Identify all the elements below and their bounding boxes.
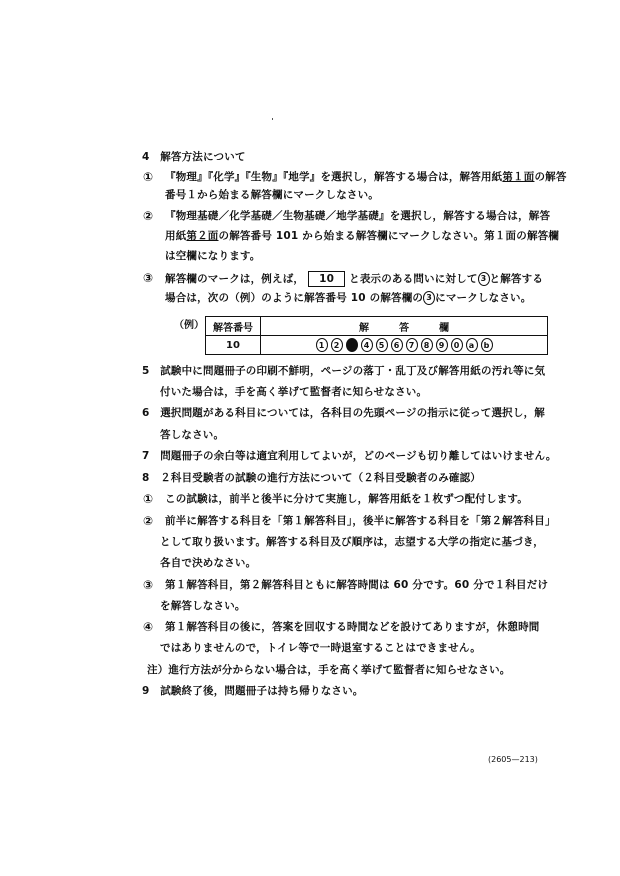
section-4-item-3-line-2: 場合は，次の（例）のように解答番号 10 の解答欄の 3 にマークしなさい。	[165, 292, 532, 304]
section-4-item-1-line-1: 『物理』『化学』『生物』『地学』を選択し，解答する場合は，解答用紙第１面の解答	[165, 171, 567, 183]
section-8-item-3-line-2: を解答しなさい。	[160, 600, 246, 612]
answer-bubble-7: 7	[406, 338, 418, 352]
section-4-item-2-line-1: 『物理基礎／化学基礎／生物基礎／地学基礎』を選択し，解答する場合は，解答	[165, 210, 551, 222]
section-4-item-2-line-2: 用紙第２面の解答番号 101 から始まる解答欄にマークしなさい。第１面の解答欄	[165, 230, 560, 242]
section-6-line-2: 答しなさい。	[160, 429, 225, 441]
circled-2-icon: ②	[143, 209, 154, 223]
answer-number-box: 10	[308, 271, 345, 287]
section-5-line-1: 5 試験中に問題冊子の印刷不鮮明，ページの落丁・乱丁及び解答用紙の汚れ等に気	[142, 365, 546, 377]
example-label: （例）	[174, 320, 204, 331]
section-7-line-1: 7 問題冊子の余白等は適宜利用してよいが，どのページも切り離してはいけません。	[142, 450, 557, 462]
section-9-line-1: 9 試験終了後，問題冊子は持ち帰りなさい。	[142, 685, 364, 697]
page-code: (2605—213)	[488, 755, 538, 764]
section-8-item-1-line-1: この試験は，前半と後半に分けて実施し，解答用紙を１枚ずつ配付します。	[165, 493, 528, 505]
section-6-line-1: 6 選択問題がある科目については，各科目の先頭ページの指示に従って選択し，解	[142, 407, 545, 419]
circled-3-icon: ③	[143, 578, 154, 592]
answer-bubble-3: 3	[346, 338, 358, 352]
circled-answer-3-icon: 3	[423, 291, 435, 305]
section-8-heading: 8 ２科目受験者の試験の進行方法について（２科目受験者のみ確認）	[142, 472, 481, 484]
answer-bubble-5: 5	[376, 338, 388, 352]
circled-1-icon: ①	[143, 170, 154, 184]
section-8-item-4-line-1: 第１解答科目の後に，答案を回収する時間などを設けてありますが，休憩時間	[165, 621, 540, 633]
section-4-item-1-line-2: 番号１から始まる解答欄にマークしなさい。	[165, 189, 379, 201]
answer-bubble-4: 4	[361, 338, 373, 352]
answer-number-cell: 10	[206, 336, 261, 355]
circled-3-icon: ③	[143, 271, 154, 285]
circled-answer-3-icon: 3	[478, 272, 490, 286]
section-4-heading: 4 解答方法について	[142, 151, 246, 163]
answer-bubble-a: a	[466, 338, 478, 352]
section-5-line-2: 付いた場合は，手を高く挙げて監督者に知らせなさい。	[160, 386, 428, 398]
circled-4-icon: ④	[143, 620, 154, 634]
answer-bubble-8: 8	[421, 338, 433, 352]
answer-area-header: 解 答 欄	[261, 317, 548, 336]
section-8-item-2-line-1: 前半に解答する科目を「第１解答科目」，後半に解答する科目を「第２解答科目」	[165, 515, 556, 527]
answer-bubble-b: b	[481, 338, 493, 352]
section-8-item-3-line-1: 第１解答科目，第２解答科目ともに解答時間は 60 分です。60 分で１科目だけ	[165, 579, 549, 591]
answer-bubble-row	[261, 338, 547, 352]
section-4-item-3-line-1: 解答欄のマークは，例えば， 10 と表示のある問いに対して 3 と解答する	[165, 273, 544, 285]
answer-bubble-6: 6	[391, 338, 403, 352]
answer-number-header: 解答番号	[206, 317, 261, 336]
section-8-item-2-line-2: として取り扱います。解答する科目及び順序は，志望する大学の指定に基づき，	[160, 536, 544, 548]
circled-1-icon: ①	[143, 492, 154, 506]
section-8-item-2-line-3: 各自で決めなさい。	[160, 557, 257, 569]
answer-bubble-2: 2	[331, 338, 343, 352]
answer-bubble-1: 1	[316, 338, 328, 352]
example-answer-table	[205, 316, 548, 355]
circled-2-icon: ②	[143, 514, 154, 528]
answer-bubbles-cell	[261, 336, 548, 355]
answer-bubble-9: 9	[436, 338, 448, 352]
answer-bubble-0: 0	[451, 338, 463, 352]
section-8-note: 注）進行方法が分からない場合は，手を高く挙げて監督者に知らせなさい。	[147, 664, 511, 676]
section-8-item-4-line-2: ではありませんので，トイレ等で一時退室することはできません。	[160, 642, 481, 654]
print-speck	[272, 118, 273, 120]
section-4-item-2-line-3: は空欄になります。	[165, 250, 261, 262]
